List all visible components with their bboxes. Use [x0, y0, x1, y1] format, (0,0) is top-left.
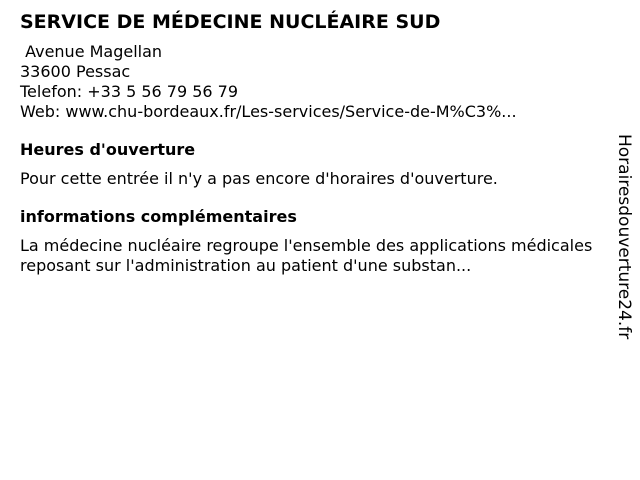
phone-number[interactable]: Telefon: +33 5 56 79 56 79 — [20, 82, 239, 101]
opening-hours-text: Pour cette entrée il n'y a pas encore d'horaires d'ouverture. — [20, 169, 498, 188]
address-block — [20, 42, 595, 122]
website-link[interactable]: Web: www.chu-bordeaux.fr/Les-services/Service-de-M%C3%... — [20, 102, 517, 121]
street-address: Avenue Magellan — [20, 42, 163, 61]
site-brand-watermark: Horairesdouverture24.fr — [614, 134, 634, 340]
opening-hours-heading: Heures d'ouverture — [20, 140, 196, 159]
business-listing — [20, 10, 595, 276]
page-title: SERVICE DE MÉDECINE NUCLÉAIRE SUD — [20, 11, 441, 33]
city-postcode: 33600 Pessac — [20, 62, 131, 81]
additional-info-heading: informations complémentaires — [20, 207, 297, 226]
additional-info-text: La médecine nucléaire regroupe l'ensemble des applications médicales reposant sur l'administration au patient d'une substan... — [20, 236, 593, 275]
